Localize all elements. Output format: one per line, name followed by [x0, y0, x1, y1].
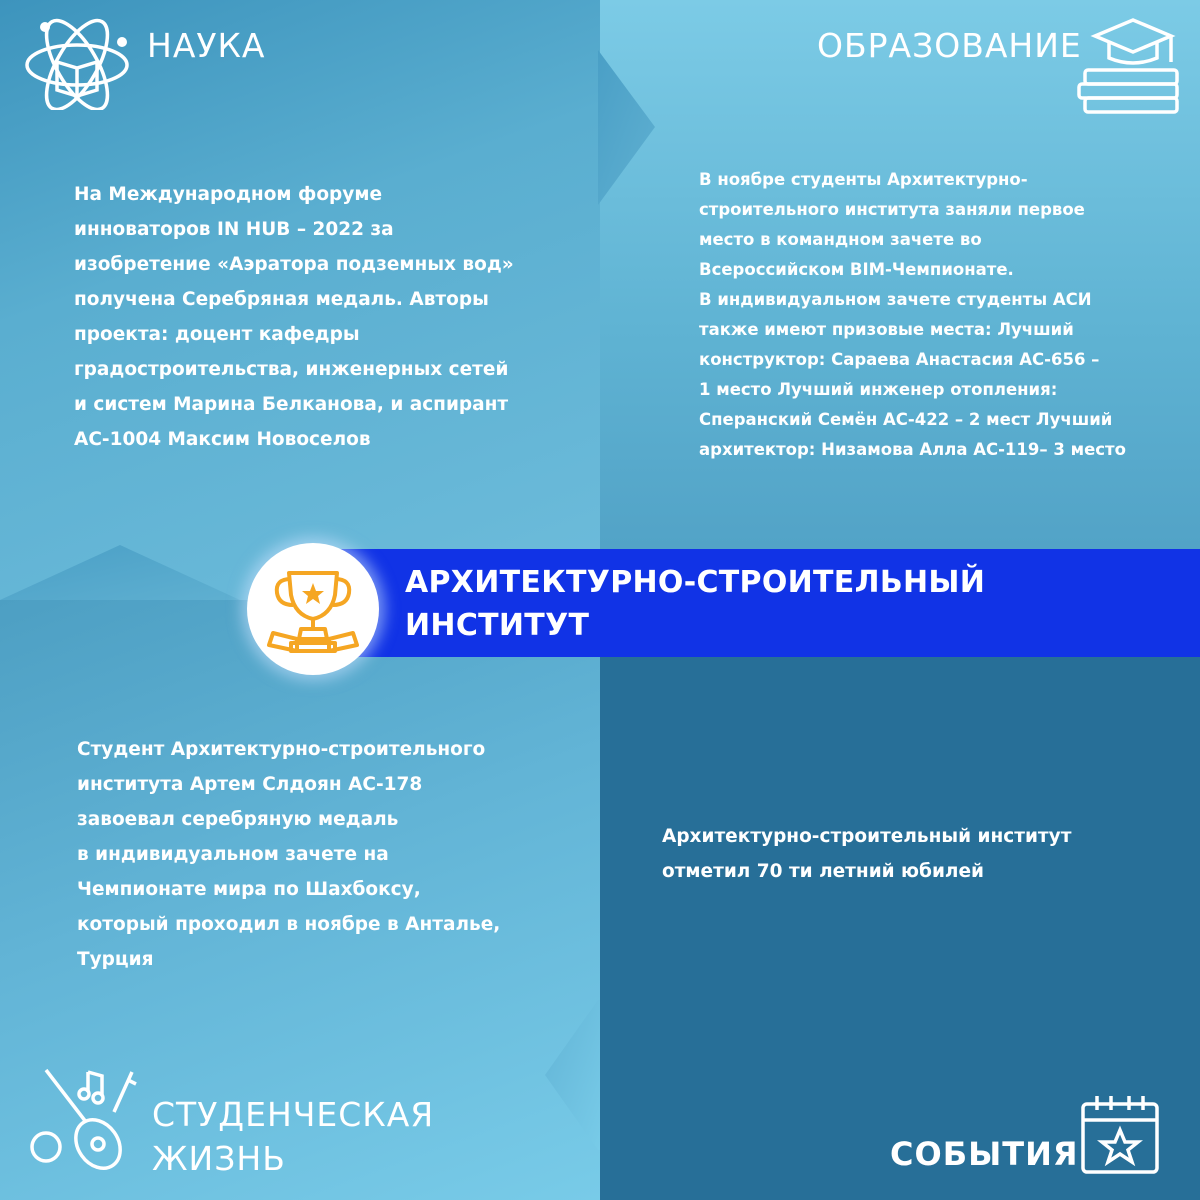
calendar-star-icon — [1079, 1092, 1161, 1176]
student-life-arrow-notch — [545, 1000, 600, 1150]
education-text: В ноябре студенты Архитектурно- строительного института заняли первое место в командном зачете во Всероссийском BIM-Чемпионате. В индивидуальном зачете студенты АСИ также имеют призовые места: Лучший конструктор: Сараева Анастасия АС-656 – 1 место Лучший инженер отопления: Сперанский Семён АС-422 – 2 мест Лучший архитектор: Низамова Алла АС-119– 3 место — [699, 170, 1126, 459]
science-heading: НАУКА — [147, 26, 266, 65]
institute-title: АРХИТЕКТУРНО-СТРОИТЕЛЬНЫЙ ИНСТИТУТ — [405, 565, 986, 643]
science-down-notch — [0, 545, 240, 600]
education-heading: ОБРАЗОВАНИЕ — [817, 26, 1082, 65]
science-arrow-notch — [598, 50, 655, 205]
student-life-text: Студент Архитектурно-строительного института Артем Слдоян АС-178 завоевал серебряную медаль в индивидуальном зачете на Чемпионате мира по Шахбоксу, который проходил в ноябре в Анталье, Турция — [77, 739, 501, 970]
trophy-icon — [247, 543, 379, 675]
guitar-music-sports-icon — [28, 1062, 140, 1180]
books-graduation-cap-icon — [1075, 12, 1187, 120]
events-heading: СОБЫТИЯ — [890, 1135, 1079, 1173]
events-text: Архитектурно-строительный институт отметил 70 ти летний юбилей — [662, 826, 1072, 882]
emblem-badge — [247, 543, 379, 675]
student-life-heading: СТУДЕНЧЕСКАЯ ЖИЗНЬ — [152, 1095, 435, 1178]
atom-book-icon — [25, 10, 133, 110]
science-text: На Международном форуме инноваторов IN HUB – 2022 за изобретение «Аэратора подземных вод» получена Серебряная медаль. Авторы проекта: доцент кафедры градостроительства, инженерных сетей и систем Марина Белканова, и аспирант АС-1004 Максим Новоселов — [74, 184, 514, 450]
